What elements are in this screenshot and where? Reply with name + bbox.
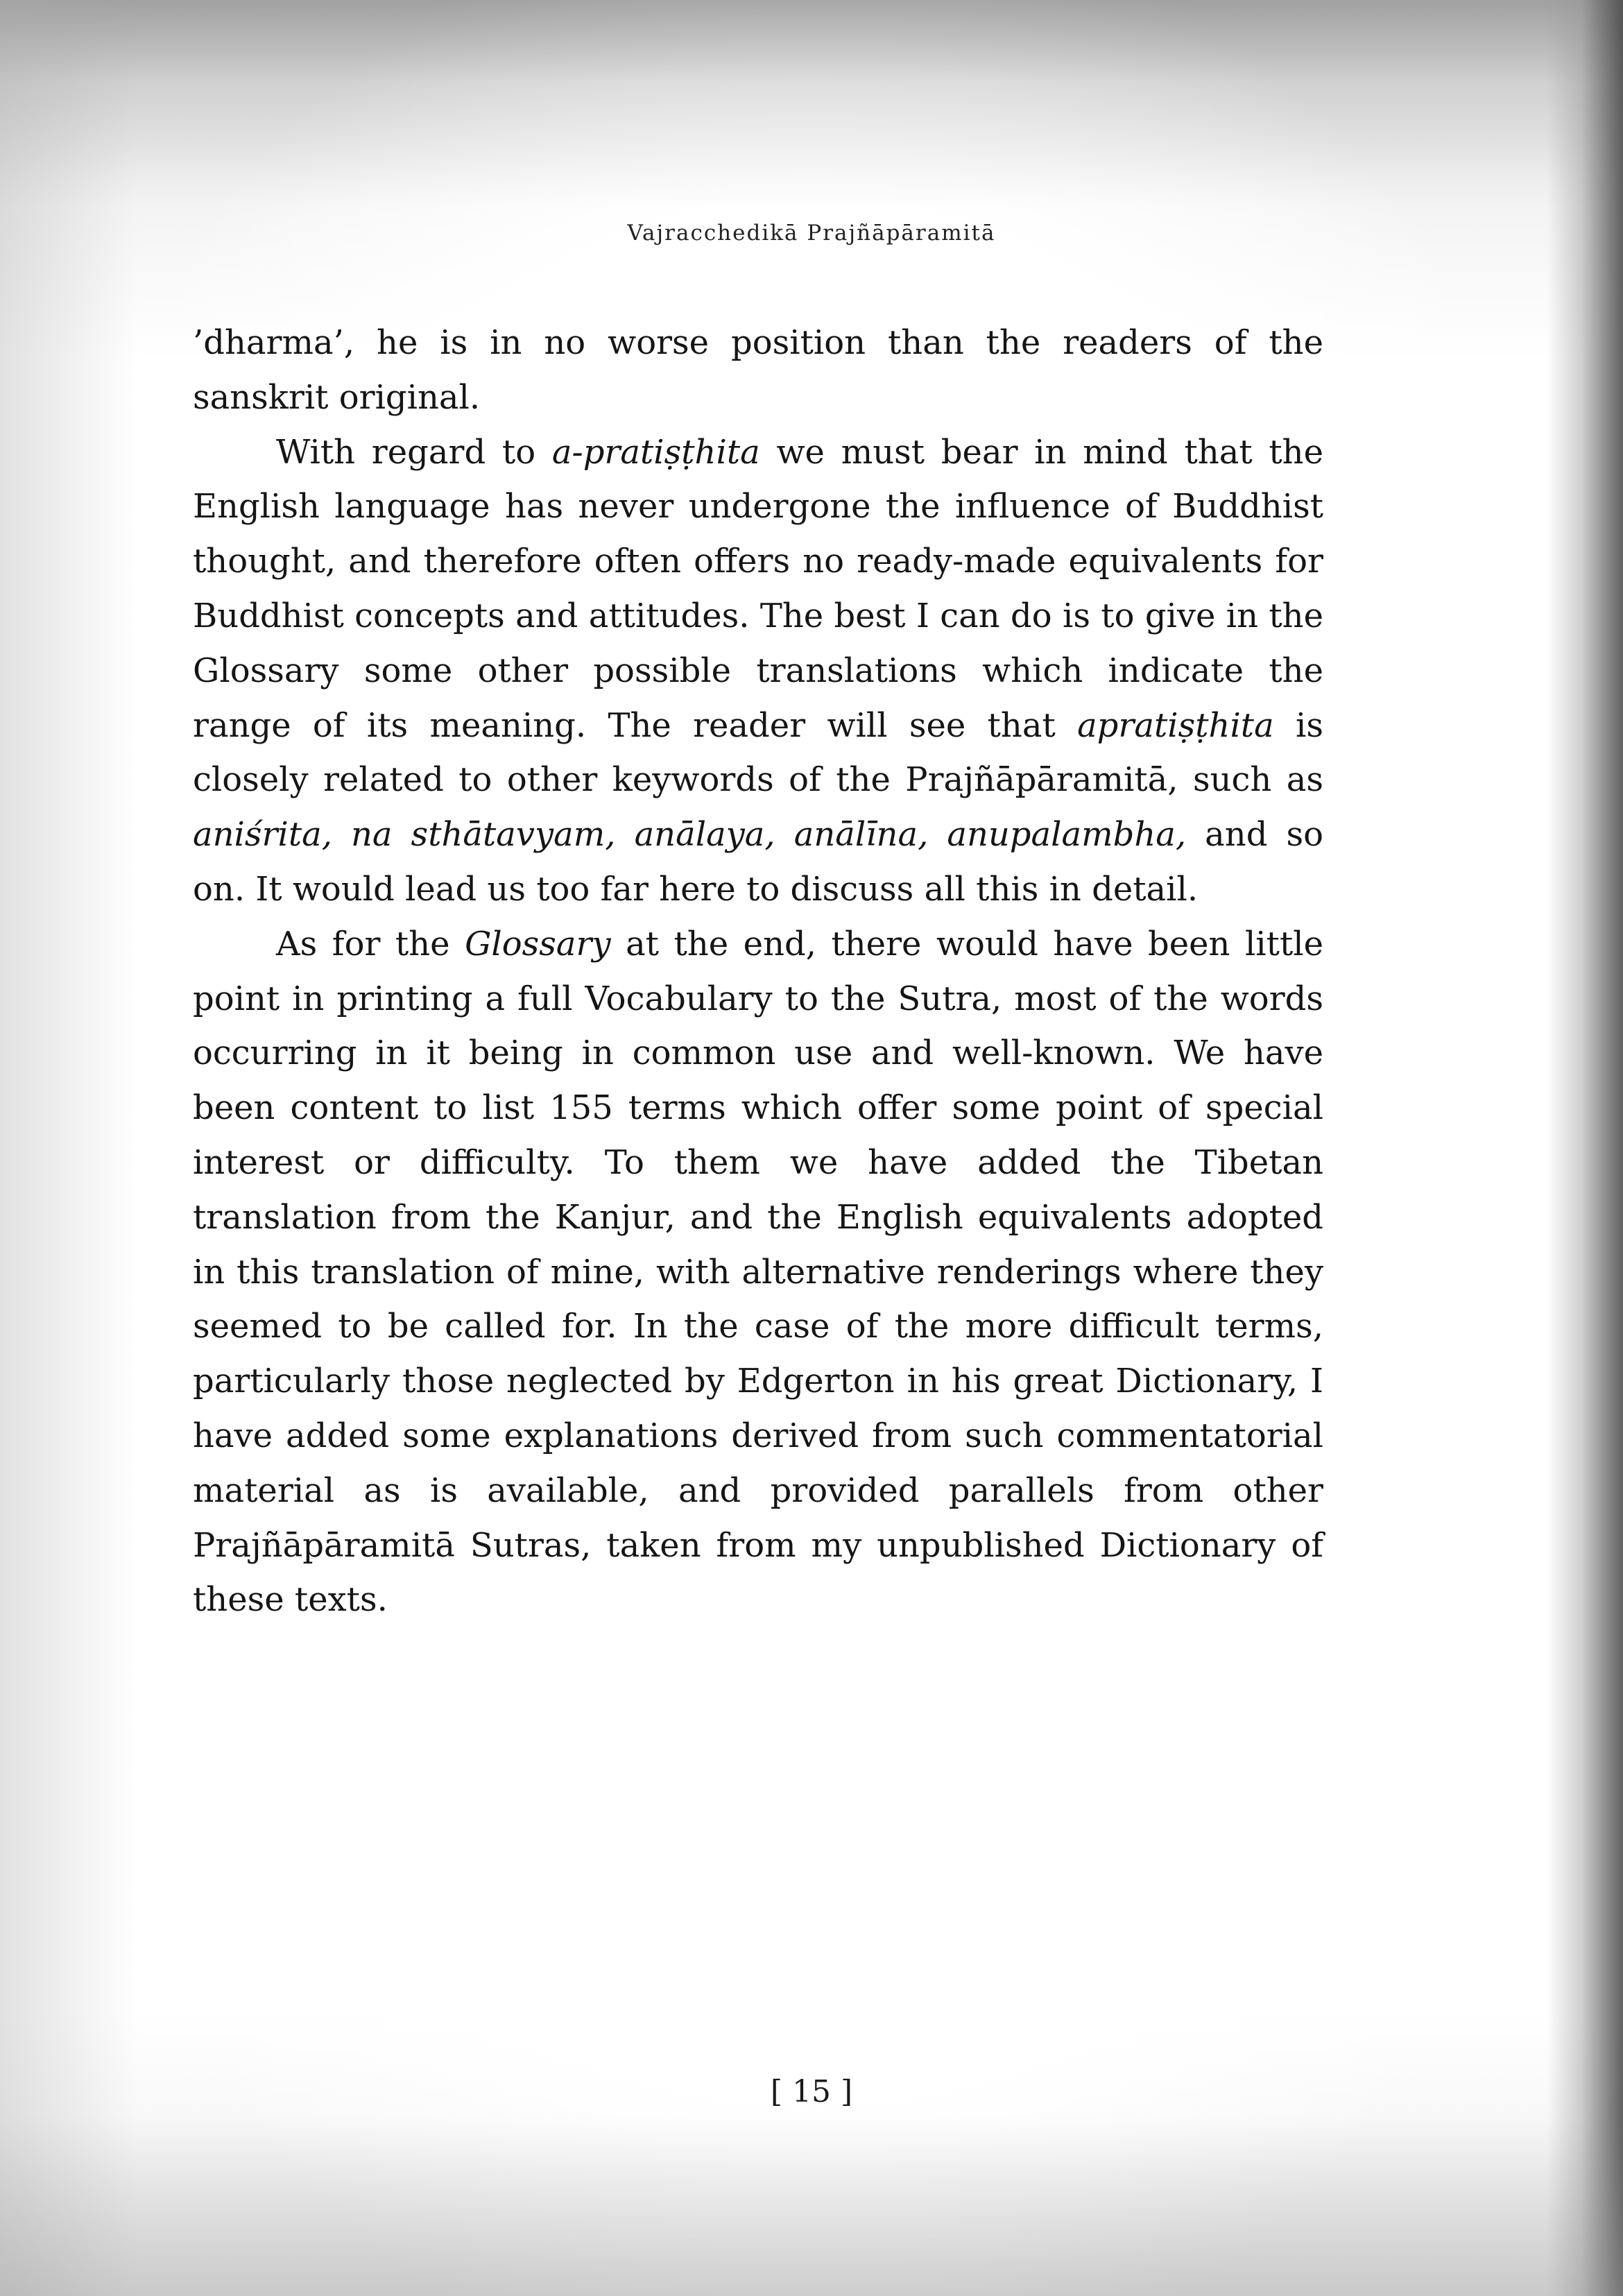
paragraph-2 bbox=[193, 425, 1323, 917]
paragraph-3-text-1: As for the bbox=[276, 924, 465, 963]
paragraph-1-text: ’dharma’, he is in no worse position than the readers of the sanskrit original. bbox=[193, 323, 1323, 417]
paragraph-2-text-3: is closely related to other keywords of the Prajñāpāramitā, such as bbox=[193, 705, 1323, 800]
page-number: [ 15 ] bbox=[770, 2074, 853, 2109]
scan-shadow-right bbox=[1547, 0, 1623, 2296]
scan-shadow-top bbox=[0, 0, 1623, 208]
term-glossary: Glossary bbox=[465, 924, 611, 963]
paragraph-3 bbox=[193, 917, 1323, 1627]
paragraph-2-text-4: and so on. It would lead us too far here to discuss all this in detail. bbox=[193, 815, 1323, 909]
paragraph-3-text-2: at the end, there would have been little point in printing a full Vocabulary to the Sutra, most of the words occurring in it being in common use and well-known. We have been content to list 155 terms which offer some point of special interest or difficulty. To them we have added the Tibetan translation from the Kanjur, and the English equivalents adopted in this translation of mine, with alternative renderings where they seemed to be called for. In the case of the more difficult terms, particularly those neglected by Edgerton in his great Dictionary, I have added some explanations derived from such commentatorial material as is available, and provided parallels from other Prajñāpāramitā Sutras, taken from my unpublished Dictionary of these texts. bbox=[193, 924, 1323, 1620]
running-head: Vajracchedikā Prajñāpāramitā bbox=[627, 221, 996, 246]
paragraph-2-text-2: we must bear in mind that the English language has never undergone the influence of Buddhist thought, and therefore often offers no ready-made equivalents for Buddhist concepts and attitudes. The best I can do is to give in the Glossary some other possible translations which indicate the range of its meaning. The reader will see that bbox=[193, 432, 1323, 745]
paragraph-2-text-1: With regard to bbox=[276, 432, 552, 472]
term-a-pratisthita: a-pratiṣṭhita bbox=[551, 432, 760, 472]
body-text bbox=[193, 316, 1323, 1627]
term-list-keywords: aniśrita, na sthātavyam, anālaya, anālīna, anupalambha, bbox=[193, 815, 1187, 855]
scan-shadow-bottom bbox=[0, 2116, 1623, 2296]
paragraph-1 bbox=[193, 316, 1323, 425]
term-apratisthita: apratiṣṭhita bbox=[1077, 705, 1274, 745]
scan-shadow-left bbox=[0, 0, 139, 2296]
